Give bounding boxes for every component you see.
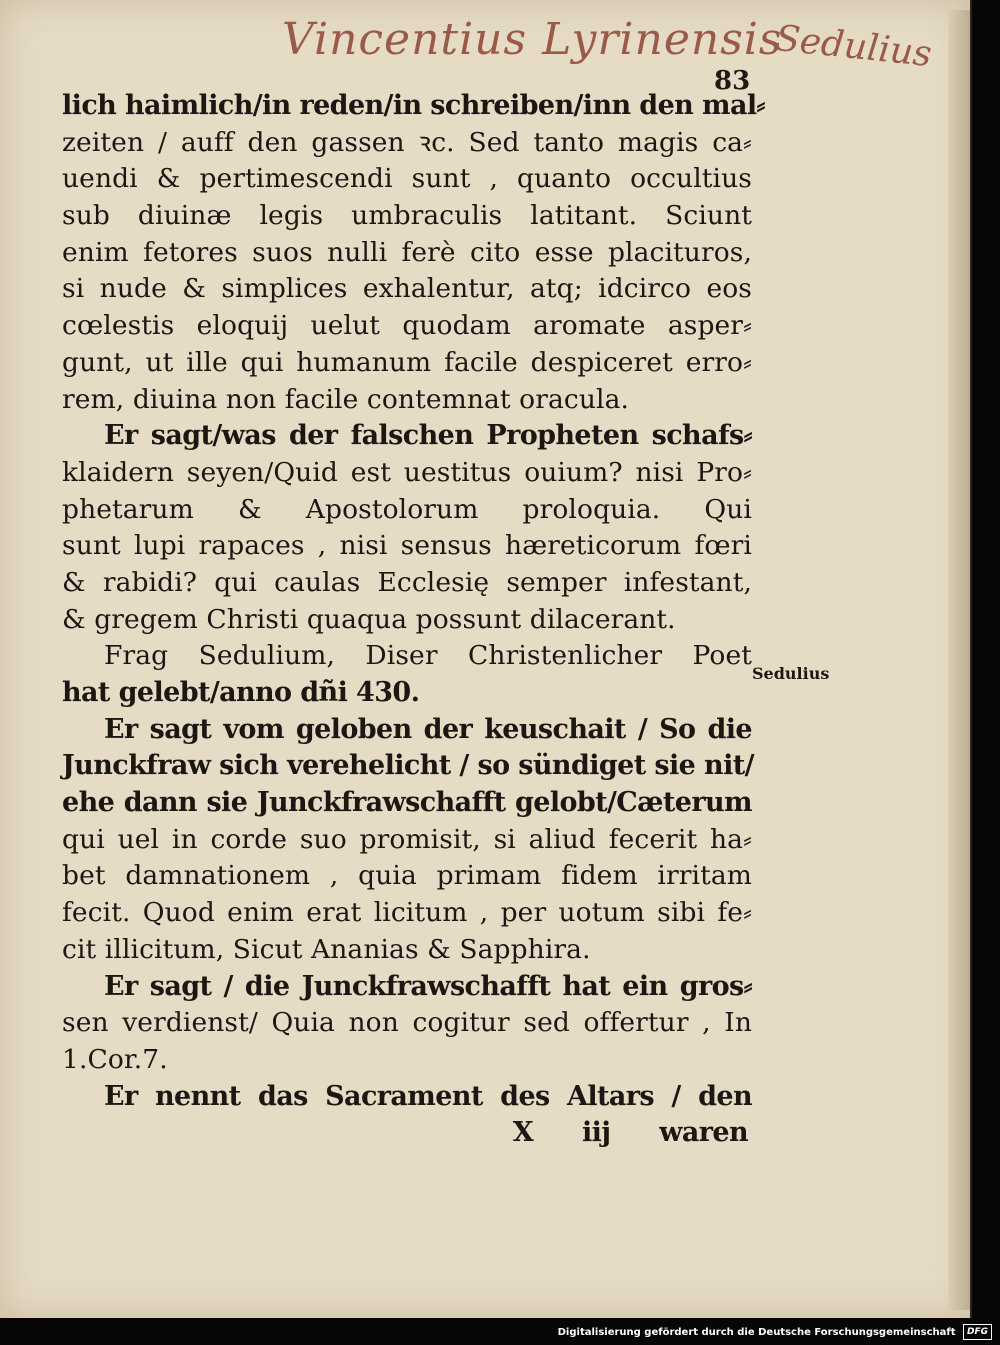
- text-line: zeiten / auff den gassen ꝛc. Sed tanto magis ca⸗: [62, 126, 752, 158]
- footer-text: Digitalisierung gefördert durch die Deutsche Forschungsgemeinschaft: [557, 1327, 956, 1338]
- text-line: Frag Sedulium, Diser Christenlicher Poet: [104, 640, 752, 672]
- text-line: uendi & pertimescendi sunt , quanto occultius: [62, 163, 752, 195]
- text-line: enim fetores suos nulli ferè cito esse placituros,: [62, 236, 752, 268]
- handwritten-margin-note: Sedulius: [773, 17, 934, 76]
- text-line: rem, diuina non facile contemnat oracula.: [62, 383, 630, 415]
- page-number: 83: [714, 66, 751, 96]
- text-line: X iij waren: [512, 1117, 748, 1149]
- text-line: sub diuinæ legis umbraculis latitant. Sciunt: [62, 200, 752, 232]
- footer-credit: [558, 1323, 992, 1343]
- text-line: Er nennt das Sacrament des Altars / den: [104, 1080, 752, 1112]
- text-line: lich haimlich/in reden/in schreiben/inn den mal⸗: [62, 90, 765, 121]
- text-line: bet damnationem , quia primam fidem irritam: [62, 860, 752, 892]
- text-line: si nude & simplices exhalentur, atq; idcirco eos: [62, 273, 752, 305]
- text-line: cit illicitum, Sicut Ananias & Sapphira.: [62, 933, 591, 965]
- text-line: hat gelebt/anno dñi 430.: [62, 677, 420, 708]
- marginal-note: Sedulius: [752, 664, 830, 683]
- dfg-logo-icon: DFG: [963, 1324, 992, 1340]
- text-line: qui uel in corde suo promisit, si aliud fecerit ha⸗: [62, 823, 752, 855]
- text-line: Er sagt / die Junckfrawschafft hat ein gros⸗: [104, 970, 752, 1002]
- text-line: Junckfraw sich verehelicht / so sündiget sie nit/: [62, 750, 754, 782]
- page-edge: [948, 10, 970, 1310]
- text-line: phetarum & Apostolorum proloquia. Qui: [62, 493, 752, 525]
- text-line: & rabidi? qui caulas Ecclesię semper infestant,: [62, 566, 752, 598]
- text-line: Er sagt/was der falschen Propheten schafs⸗: [104, 420, 752, 452]
- text-line: gunt, ut ille qui humanum facile despiceret erro⸗: [62, 346, 752, 378]
- text-line: ehe dann sie Junckfrawschafft gelobt/Cæterum: [62, 787, 752, 819]
- text-line: fecit. Quod enim erat licitum , per uotum sibi fe⸗: [62, 897, 752, 929]
- text-block: [62, 88, 765, 1152]
- text-line: 1.Cor.7.: [62, 1043, 168, 1075]
- text-line: & gregem Christi quaqua possunt dilacerant.: [62, 603, 676, 635]
- text-line: cœlestis eloquij uelut quodam aromate asper⸗: [62, 310, 752, 342]
- handwritten-heading: Vincentius Lyrinensis: [282, 14, 783, 65]
- text-line: sen verdienst/ Quia non cogitur sed offertur , In: [62, 1007, 752, 1039]
- text-line: klaidern seyen/Quid est uestitus ouium? nisi Pro⸗: [62, 456, 752, 488]
- text-line: Er sagt vom geloben der keuschait / So die: [104, 713, 752, 745]
- text-line: sunt lupi rapaces , nisi sensus hæreticorum fœri: [62, 530, 752, 562]
